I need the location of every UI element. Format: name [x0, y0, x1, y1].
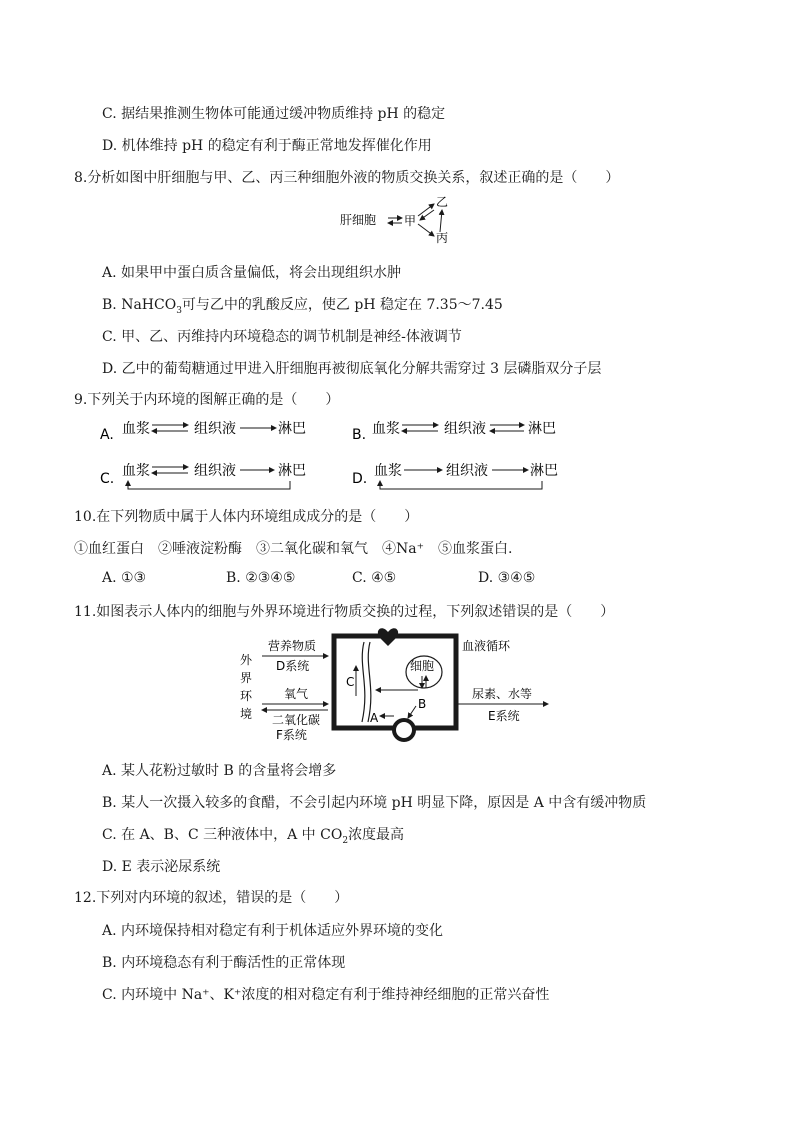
q9-c-lymph: 淋巴: [278, 463, 306, 479]
q9-c-tissue: 组织液: [194, 463, 236, 479]
q9-option-c-label: C.: [100, 471, 115, 487]
q11-outside-char: 外: [240, 653, 253, 667]
q8-arrow: [418, 204, 434, 216]
q11-cell-label: 细胞: [410, 659, 435, 673]
q10-option-d: D. ③④⑤: [478, 570, 536, 586]
q11-co2-label: 二氧化碳: [272, 713, 321, 727]
q9-option-b-label: B.: [352, 427, 367, 443]
q9-c-plasma: 血浆: [122, 463, 150, 479]
q9-a-lymph: 淋巴: [278, 421, 306, 437]
q11-label-b: B: [418, 697, 427, 711]
q8-arrow: [418, 224, 434, 236]
q11-option-c: C. 在 A、B、C 三种液体中，A 中 $CO_2$浓度最高: [102, 827, 405, 846]
q9-d-lymph: 淋巴: [530, 463, 558, 479]
q9-diagrams: [98, 415, 568, 495]
q9-stem: 9.下列关于内环境的图解正确的是（ ）: [74, 392, 340, 408]
q8-bing-label: 丙: [436, 231, 449, 245]
q11-outside-char: 环: [240, 689, 253, 703]
q11-option-b: B. 某人一次摄入较多的食醋，不会引起内环境 pH 明显下降，原因是 A 中含有缓冲物质: [102, 795, 647, 811]
q12-option-b: B. 内环境稳态有利于酶活性的正常体现: [102, 955, 346, 971]
q8-liver-label: 肝细胞: [340, 213, 377, 227]
q9-a-tissue: 组织液: [194, 421, 236, 437]
q8-option-c: C. 甲、乙、丙维持内环境稳态的调节机制是神经-体液调节: [102, 329, 462, 345]
q11-f-system-label: F系统: [276, 728, 307, 742]
q11-option-a: A. 某人花粉过敏时 B 的含量将会增多: [102, 763, 337, 779]
q11-oxygen-label: 氧气: [284, 687, 309, 701]
q9-d-plasma: 血浆: [374, 463, 402, 479]
q8-option-a: A. 如果甲中蛋白质含量偏低，将会出现组织水肿: [102, 265, 402, 281]
q11-heart-icon: [378, 628, 398, 646]
q12-stem: 12.下列对内环境的叙述，错误的是（ ）: [74, 890, 349, 906]
q9-b-tissue: 组织液: [444, 421, 486, 437]
q10-stem: 10.在下列物质中属于人体内环境组成成分的是（ ）: [74, 509, 419, 525]
q8-option-b: B. NaHCO$_3$可与乙中的乳酸反应，使乙 pH 稳定在 7.35～7.45: [102, 297, 503, 316]
q11-option-d: D. E 表示泌尿系统: [102, 859, 221, 875]
q11-label-a: A: [370, 711, 379, 725]
q10-items: ①血红蛋白 ②唾液淀粉酶 ③二氧化碳和氧气 ④Na⁺ ⑤血浆蛋白.: [74, 541, 513, 557]
q9-option-a-label: A.: [100, 427, 114, 443]
q10-option-a: A. ①③: [102, 570, 147, 586]
q11-urea-label: 尿素、水等: [472, 687, 533, 701]
q8-option-d: D. 乙中的葡萄糖通过甲进入肝细胞再被彻底氧化分解共需穿过 3 层磷脂双分子层: [102, 361, 602, 377]
q8-arrow: [440, 210, 442, 232]
q8-jia-label: 甲: [404, 214, 417, 228]
q11-outside-char: 界: [240, 671, 253, 685]
q11-outside-char: 境: [240, 707, 253, 721]
q11-d-system-label: D系统: [276, 659, 310, 673]
q10-option-c: C. ④⑤: [352, 570, 397, 586]
q11-blood-circ-label: 血液循环: [462, 639, 511, 653]
q7-option-c: C. 据结果推测生物体可能通过缓冲物质维持 pH 的稳定: [102, 106, 446, 122]
q11-nutrients-label: 营养物质: [268, 639, 317, 653]
q9-b-lymph: 淋巴: [528, 421, 556, 437]
q11-diagram: [236, 626, 556, 752]
q11-lymph-node-icon: [394, 720, 414, 740]
q11-stem: 11.如图表示人体内的细胞与外界环境进行物质交换的过程，下列叙述错误的是（ ）: [74, 604, 615, 620]
q9-b-plasma: 血浆: [372, 421, 400, 437]
q9-option-d-label: D.: [352, 471, 368, 487]
q8-arrow: [420, 210, 434, 220]
q10-option-b: B. ②③④⑤: [226, 570, 296, 586]
q8-yi-label: 乙: [436, 195, 449, 209]
q7-option-d: D. 机体维持 pH 的稳定有利于酶正常地发挥催化作用: [102, 138, 432, 154]
q11-e-system-label: E系统: [488, 709, 520, 723]
q12-option-c: C. 内环境中 Na⁺、K⁺浓度的相对稳定有利于维持神经细胞的正常兴奋性: [102, 987, 550, 1003]
q8-diagram: [330, 192, 470, 247]
q9-d-tissue: 组织液: [446, 463, 488, 479]
q8-stem: 8.分析如图中肝细胞与甲、乙、丙三种细胞外液的物质交换关系，叙述正确的是（ ）: [74, 170, 620, 186]
q12-option-a: A. 内环境保持相对稳定有利于机体适应外界环境的变化: [102, 923, 444, 939]
q9-a-plasma: 血浆: [122, 421, 150, 437]
q11-label-c: C: [346, 675, 355, 689]
